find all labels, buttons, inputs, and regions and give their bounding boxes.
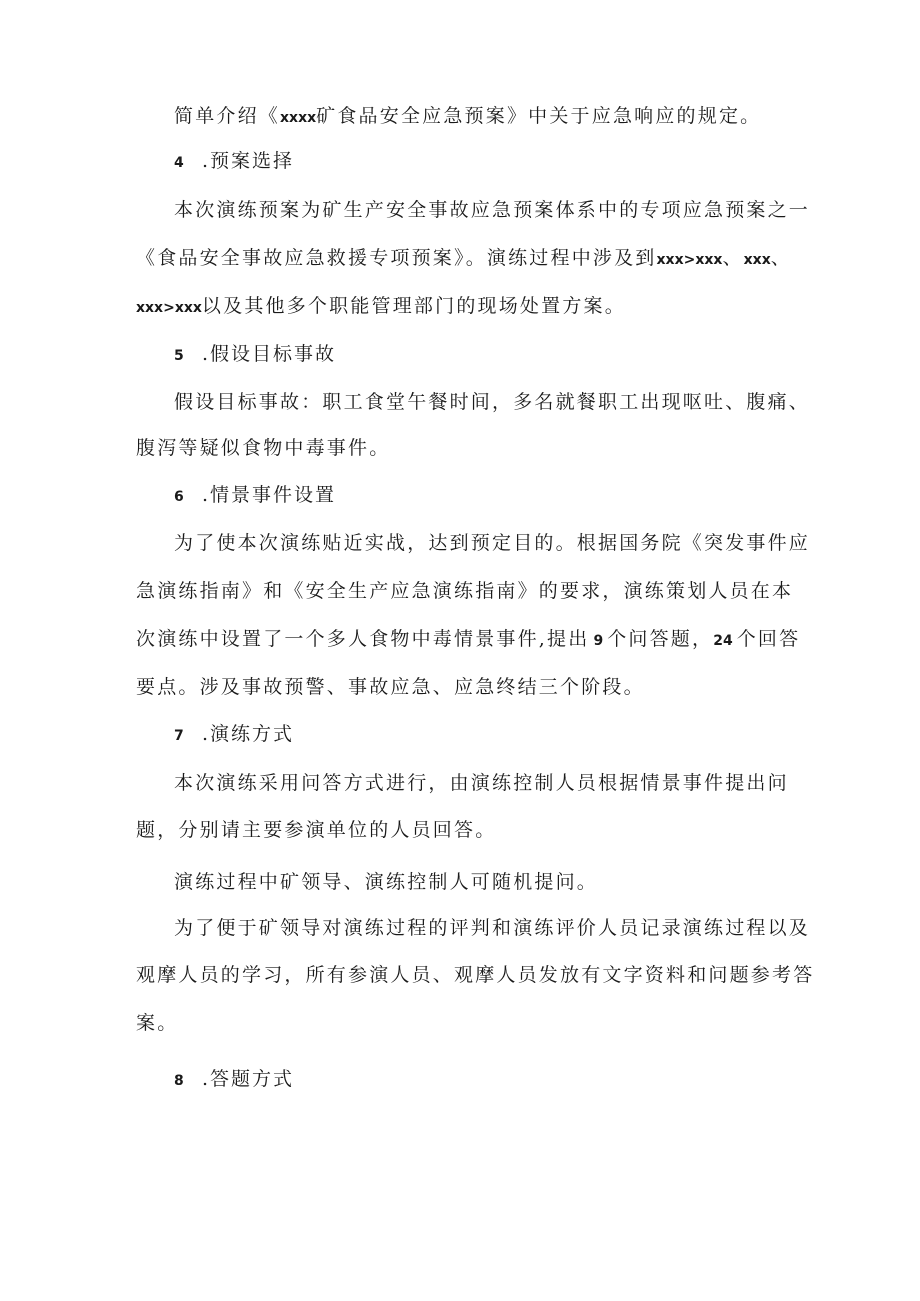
section-6-number: 6: [174, 489, 184, 505]
section-6-title: .情景事件设置: [202, 484, 337, 506]
section-7-p1-line1: 本次演练采用问答方式进行，由演练控制人员根据情景事件提出问: [174, 772, 789, 794]
section-7-p3-line1: 为了便于矿领导对演练过程的评判和演练评价人员记录演练过程以及: [174, 917, 811, 939]
section-5-heading: [174, 341, 336, 369]
section-4-p1-line2: [136, 245, 792, 273]
section-7-p2-line1: 演练过程中矿领导、演练控制人可随机提问。: [174, 871, 599, 893]
section-6-p1-line1: 为了使本次演练贴近实战，达到预定目的。根据国务院《突发事件应: [174, 532, 811, 554]
intro-text-b: 矿食品安全应急预案》中关于应急响应的规定。: [316, 105, 762, 127]
section-6-p1-line2: 急演练指南》和《安全生产应急演练指南》的要求，演练策划人员在本: [136, 580, 794, 602]
section-6-question-count: 9: [593, 633, 604, 649]
section-4-p1-line3: [136, 293, 626, 321]
section-8-heading: [174, 1066, 294, 1094]
intro-line: [174, 103, 761, 131]
section-4-heading: [174, 148, 294, 176]
section-7-number: 7: [174, 728, 184, 744]
section-7-title: .演练方式: [202, 723, 295, 745]
intro-text-a: 简单介绍《: [174, 105, 281, 127]
intro-code: xxxx: [280, 110, 317, 126]
section-4-p1-line2-sep: 、: [722, 247, 744, 269]
section-4-title: .预案选择: [202, 150, 295, 172]
section-5-number: 5: [174, 348, 184, 364]
section-6-p1-line4: 要点。涉及事故预警、事故应急、应急终结三个阶段。: [136, 676, 645, 698]
section-6-p1-line3: [136, 626, 800, 654]
section-6-p1-line3-text-c: 个回答: [736, 628, 801, 650]
section-4-number: 4: [174, 155, 184, 171]
section-4-code-1: xxx>xxx: [656, 252, 723, 268]
section-8-number: 8: [174, 1073, 184, 1089]
section-4-p1-line2-text-a: 《食品安全事故应急救援专项预案》。演练过程中涉及到: [136, 247, 657, 269]
section-7-heading: [174, 721, 294, 749]
section-4-code-2: xxx: [743, 252, 771, 268]
section-7-p3-line2: 观摩人员的学习，所有参演人员、观摩人员发放有文字资料和问题参考答: [136, 964, 815, 986]
section-5-p1-line1: 假设目标事故：职工食堂午餐时间，多名就餐职工出现呕吐、腹痛、: [174, 391, 811, 413]
section-4-p1-line1: 本次演练预案为矿生产安全事故应急预案体系中的专项应急预案之一: [174, 199, 811, 221]
section-7-p3-line3: 案。: [136, 1012, 179, 1034]
section-4-p1-line3-text: 以及其他多个职能管理部门的现场处置方案。: [201, 295, 626, 317]
section-6-p1-line3-text-a: 次演练中设置了一个多人食物中毒情景事件,提出: [136, 628, 590, 650]
section-6-p1-line3-text-b: 个问答题，: [607, 628, 714, 650]
section-6-heading: [174, 482, 336, 510]
section-8-title: .答题方式: [202, 1068, 295, 1090]
section-4-code-3: xxx>xxx: [136, 300, 202, 316]
section-5-title: .假设目标事故: [202, 343, 337, 365]
section-5-p1-line2: 腹泻等疑似食物中毒事件。: [136, 437, 391, 459]
section-7-p1-line2: 题，分别请主要参演单位的人员回答。: [136, 819, 497, 841]
section-6-point-count: 24: [713, 633, 733, 649]
section-4-p1-line2-sep2: 、: [770, 247, 792, 269]
